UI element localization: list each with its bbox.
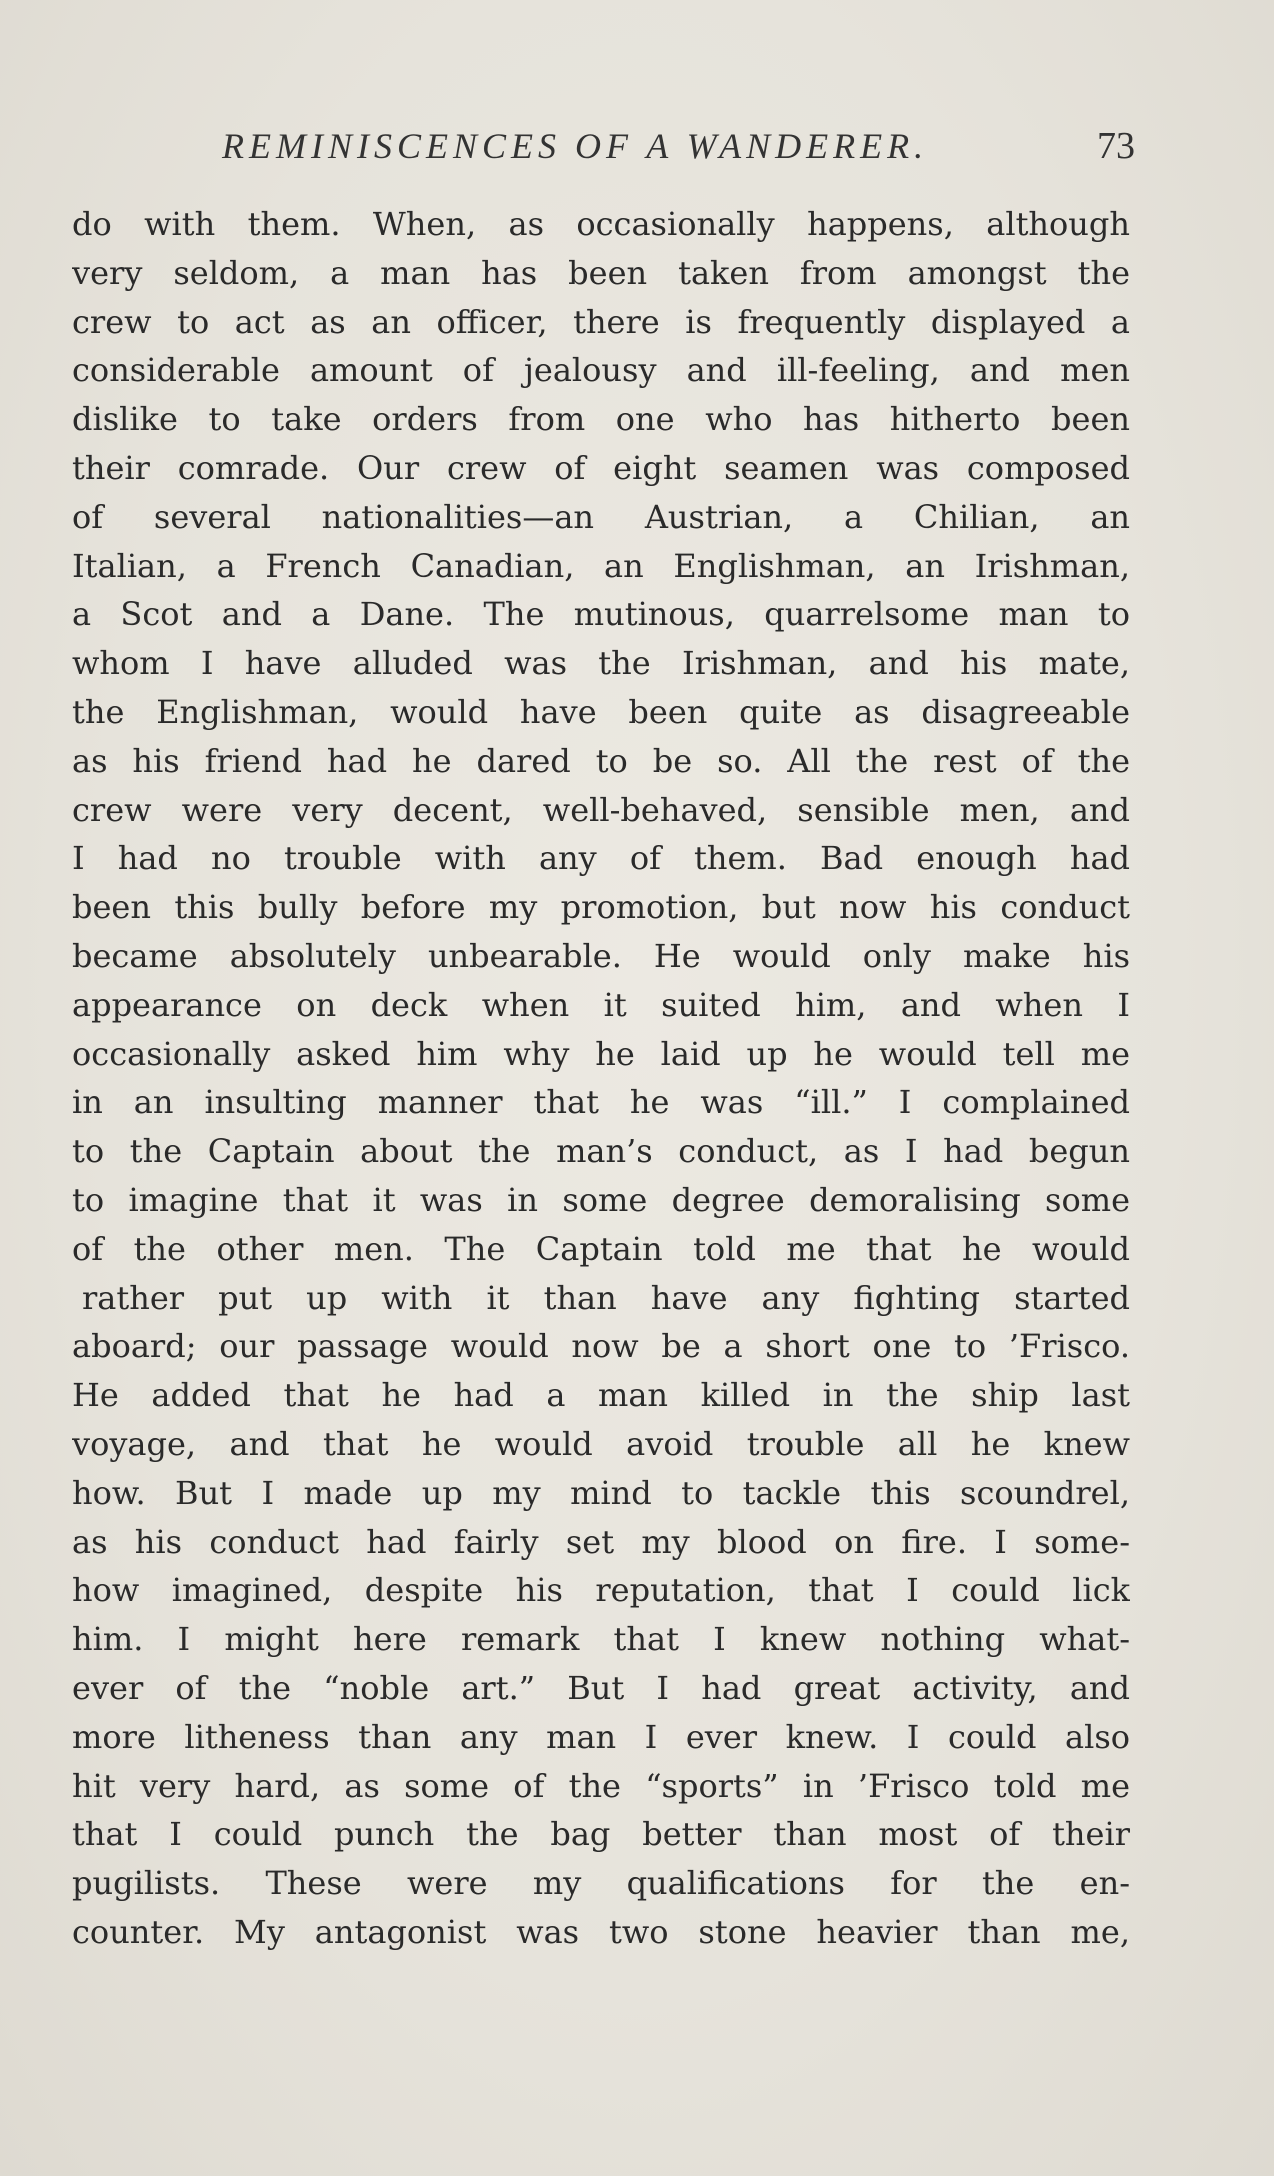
text-line: their comrade. Our crew of eight seamen was composed (72, 448, 1130, 487)
running-title: REMINISCENCES OF A WANDERER. (222, 126, 929, 166)
text-line: in an insulting manner that he was “ill.” I complained (72, 1083, 1130, 1122)
text-line: the Englishman, would have been quite as disagreeable (72, 692, 1130, 731)
text-line: how. But I made up my mind to tackle this scoundrel, (72, 1473, 1130, 1512)
text-line: I had no trouble with any of them. Bad enough had (72, 839, 1130, 878)
text-line: to the Captain about the man’s conduct, as I had begun (72, 1132, 1130, 1171)
text-line: of the other men. The Captain told me that he would (72, 1229, 1130, 1268)
text-line: crew to act as an officer, there is frequently displayed a (72, 302, 1130, 341)
text-line: that I could punch the bag better than most of their (72, 1815, 1130, 1854)
text-line: how imagined, despite his reputation, that I could lick (72, 1571, 1130, 1610)
text-line: whom I have alluded was the Irishman, and his mate, (72, 644, 1130, 683)
text-line: occasionally asked him why he laid up he would tell me (72, 1034, 1130, 1073)
text-line: as his friend had he dared to be so. All the rest of the (72, 741, 1130, 780)
text-line: as his conduct had fairly set my blood on fire. I some- (72, 1522, 1130, 1561)
text-line: dislike to take orders from one who has hitherto been (72, 400, 1130, 439)
text-line: hit very hard, as some of the “sports” in ’Frisco told me (72, 1766, 1130, 1805)
text-line: counter. My antagonist was two stone heavier than me, (72, 1912, 1130, 1951)
text-line: aboard; our passage would now be a short one to ’Frisco. (72, 1327, 1130, 1366)
body-text (72, 200, 1130, 1957)
running-head (70, 118, 1135, 174)
text-line: Italian, a French Canadian, an Englishman, an Irishman, (72, 546, 1130, 585)
text-line: He added that he had a man killed in the ship last (72, 1376, 1130, 1415)
text-line: became absolutely unbearable. He would only make his (72, 936, 1130, 975)
page-number: 73 (1097, 125, 1135, 167)
text-line: ever of the “noble art.” But I had great activity, and (72, 1668, 1130, 1707)
text-line: do with them. When, as occasionally happens, although (72, 205, 1130, 243)
text-line: more litheness than any man I ever knew. I could also (72, 1717, 1130, 1756)
text-line: very seldom, a man has been taken from amongst the (72, 253, 1130, 292)
text-line: pugilists. These were my qualifications for the en- (72, 1864, 1130, 1903)
text-line: considerable amount of jealousy and ill-feeling, and men (72, 351, 1130, 390)
text-line: been this bully before my promotion, but now his conduct (72, 888, 1130, 927)
text-line: a Scot and a Dane. The mutinous, quarrelsome man to (72, 595, 1130, 634)
text-line: appearance on deck when it suited him, and when I (72, 985, 1130, 1024)
text-line: voyage, and that he would avoid trouble all he knew (72, 1424, 1130, 1463)
text-line: of several nationalities—an Austrian, a Chilian, an (72, 497, 1130, 536)
text-line: to imagine that it was in some degree demoralising some (72, 1180, 1130, 1219)
text-line: him. I might here remark that I knew nothing what- (72, 1620, 1130, 1659)
text-line: rather put up with it than have any fighting started (82, 1278, 1130, 1317)
text-line: crew were very decent, well-behaved, sensible men, and (72, 790, 1130, 829)
